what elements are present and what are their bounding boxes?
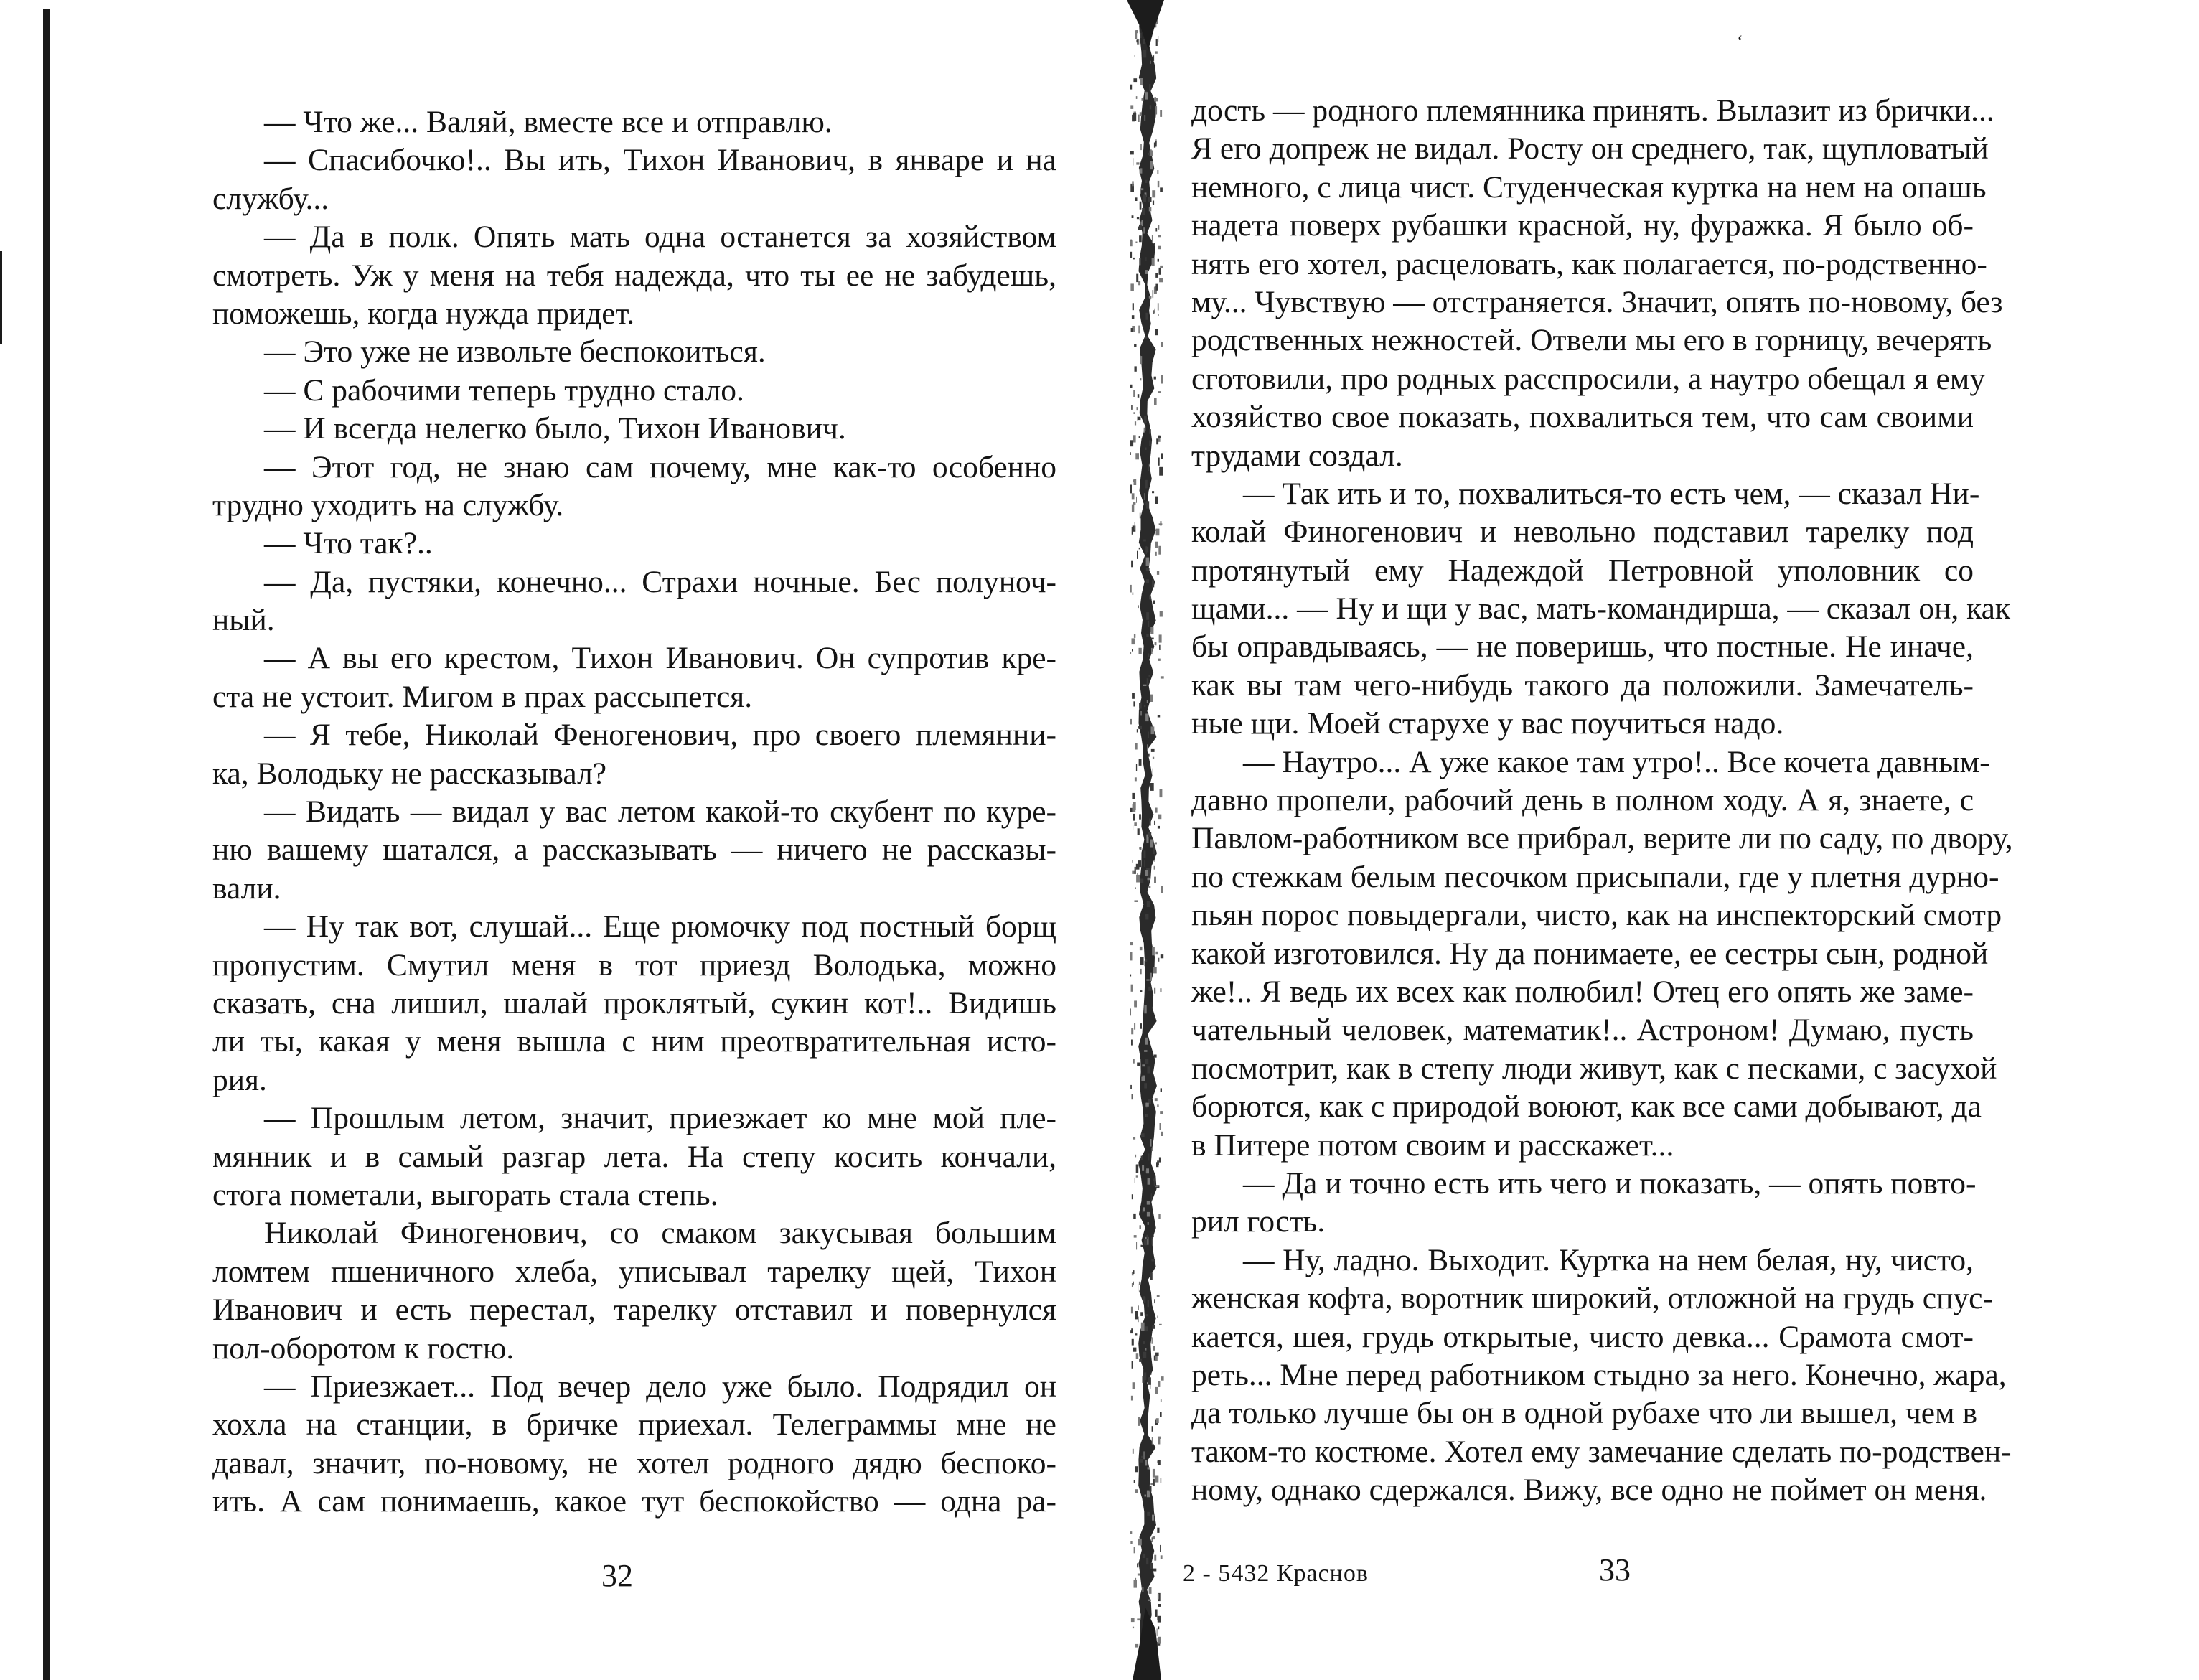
text-line: — Да, пустяки, конечно... Страхи ночные. Бес полуноч- — [264, 564, 1056, 599]
print-speck-icon: ‘ — [1737, 32, 1743, 52]
text-line: немного, с лица чист. Студенческая куртка на нем на опашь — [1191, 169, 1987, 205]
text-line: сготовили, про родных расспросили, а наутро обещал я ему — [1191, 361, 1986, 396]
text-line: в Питере потом своим и расскажет... — [1191, 1127, 1674, 1163]
text-line: реть... Мне перед работником стыдно за него. Конечно, жара, — [1191, 1357, 2007, 1392]
text-line: — Да и точно есть ить чего и показать, — опять повто- — [1243, 1165, 1977, 1201]
text-line: родственных нежностей. Отвели мы его в горницу, вечерять — [1191, 323, 1992, 358]
text-line: ломтем пшеничного хлеба, уписывал тарелку щей, Тихон — [212, 1254, 1056, 1289]
text-line: — Это уже не извольте беспокоиться. — [264, 334, 766, 370]
text-line: ные щи. Моей старухе у вас поучиться надо. — [1191, 706, 1784, 741]
text-line: ли ты, какая у меня вышла с ним преотвратительная исто- — [212, 1024, 1056, 1059]
text-line: — С рабочими теперь трудно стало. — [264, 372, 744, 408]
text-line: ному, однако сдержался. Вижу, все одно не поймет он меня. — [1191, 1473, 1987, 1508]
text-line: му... Чувствую — отстраняется. Значит, опять по-новому, без — [1191, 284, 2003, 319]
text-line: сказать, сна лишил, шалай проклятый, сукин кот!.. Видишь — [212, 985, 1056, 1020]
text-line: ню вашему шатался, а рассказывать — ничего не рассказы- — [212, 832, 1056, 868]
text-line: ста не устоит. Мигом в прах рассыпется. — [212, 679, 753, 714]
text-line: пропустим. Смутил меня в тот приезд Володька, можно — [212, 947, 1056, 982]
text-line: пол-оборотом к гостю. — [212, 1331, 515, 1366]
text-line: ный. — [212, 603, 275, 638]
text-line: Павлом-работником все прибрал, верите ли по саду, по двору, — [1191, 821, 2013, 856]
right-page — [1120, 0, 2199, 1680]
text-line: Я его допреж не видал. Росту он среднего, так, щупловатый — [1191, 131, 1989, 166]
printer-signature: 2 - 5432 Краснов — [1183, 1560, 1369, 1587]
text-line: — Ну, ладно. Выходит. Куртка на нем белая, ну, чисто, — [1243, 1242, 1974, 1277]
text-line: — Так ить и то, похвалиться-то есть чем, — сказал Ни- — [1243, 476, 1980, 511]
text-line: да только лучше бы он в одной рубахе что ли вышел, чем в — [1191, 1396, 1977, 1431]
left-page-text — [212, 103, 1056, 1521]
text-line: — Этот год, не знаю сам почему, мне как-то особенно — [264, 449, 1056, 484]
text-line: ка, Володьку не рассказывал? — [212, 756, 607, 791]
text-line: протянутый ему Надеждой Петровной уполовник со — [1191, 553, 1974, 588]
text-line: — Прошлым летом, значит, приезжает ко мне мой пле- — [264, 1101, 1056, 1136]
text-line: Иванович и есть перестал, тарелку отставил и повернулся — [212, 1292, 1056, 1328]
text-line: службу... — [212, 181, 329, 216]
text-line: смотреть. Уж у меня на тебя надежда, что ты ее не забудешь, — [212, 258, 1056, 293]
text-line: нять его хотел, расцеловать, как полагается, по-родственно- — [1191, 246, 1987, 281]
text-line: Николай Финогенович, со смаком закусывая большим — [264, 1216, 1056, 1251]
text-line: — Спасибочко!.. Вы ить, Тихон Иванович, в январе и на — [264, 143, 1056, 178]
text-line: — Видать — видал у вас летом какой-то скубент по куре- — [264, 794, 1056, 830]
text-line: поможешь, когда нужда придет. — [212, 296, 635, 331]
text-line: надета поверх рубашки красной, ну, фуражка. Я было об- — [1191, 208, 1974, 243]
text-line: бы оправдываясь, — не поверишь, что постные. Не иначе, — [1191, 629, 1974, 665]
text-line: борются, как с природой воюют, как все сами добывают, да — [1191, 1089, 1982, 1125]
text-line: хозяйство свое показать, похвалиться тем, что сам своими — [1191, 400, 1974, 435]
text-line: — Что же... Валяй, вместе все и отправлю. — [264, 105, 833, 139]
text-line: чательный человек, математик!.. Астроном! Думаю, пусть — [1191, 1013, 1974, 1048]
text-line: — И всегда нелегко было, Тихон Иванович. — [264, 411, 846, 446]
text-line: трудно уходить на службу. — [212, 487, 564, 522]
text-line: женская кофта, воротник широкий, отложной на грудь спус- — [1191, 1281, 1993, 1316]
text-line: — А вы его крестом, Тихон Иванович. Он супротив кре- — [264, 641, 1056, 676]
text-line: по стежкам белым песочком присыпали, где у плетня дурно- — [1191, 859, 1999, 894]
text-line: — Приезжает... Под вечер дело уже было. Подрядил он — [264, 1369, 1056, 1404]
text-line: — Да в полк. Опять мать одна останется за хозяйством — [264, 220, 1056, 255]
text-line: таком-то костюме. Хотел ему замечание сделать по-родствен- — [1191, 1434, 2012, 1469]
right-page-text — [1191, 92, 2013, 1509]
text-line: пьян порос повыдергали, чисто, как на инспекторский смотр — [1191, 898, 2002, 933]
text-line: давал, значит, по-новому, не хотел родного дядю беспоко- — [212, 1445, 1056, 1480]
text-line: дость — родного племянника принять. Вылазит из брички... — [1191, 93, 1994, 128]
text-line: — Ну так вот, слушай... Еще рюмочку под постный борщ — [264, 909, 1056, 944]
text-line: рил гость. — [1191, 1204, 1326, 1239]
text-line: мянник и в самый разгар лета. На степу косить кончали, — [212, 1139, 1056, 1174]
text-line: рия. — [212, 1062, 267, 1097]
page-number-right: 33 — [1599, 1552, 1631, 1587]
text-line: трудами создал. — [1191, 438, 1403, 473]
text-line: колай Финогенович и невольно подставил тарелку под — [1191, 515, 1974, 550]
text-line: какой изготовился. Ну да понимаете, ее сестры сын, родной — [1191, 936, 1989, 971]
page-number-left: 32 — [601, 1558, 633, 1593]
text-line: давно пропели, рабочий день в полном ходу. А я, знаете, с — [1191, 783, 1974, 818]
text-line: вали. — [212, 870, 281, 906]
text-line: посмотрит, как в степу люди живут, как с песками, с засухой — [1191, 1051, 1997, 1086]
text-line: — Наутро... А уже какое там утро!.. Все кочета давным- — [1243, 744, 1990, 779]
text-line: как вы там чего-нибудь такого да положили. Замечатель- — [1191, 667, 1974, 703]
text-line: — Я тебе, Николай Феногенович, про своего племянни- — [264, 718, 1056, 753]
text-line: стога пометали, выгорать стала степь. — [212, 1177, 718, 1212]
text-line: щами... — Ну и щи у вас, мать-командирша, — сказал он, как — [1191, 591, 2011, 627]
page-edge-shadow — [43, 9, 50, 1680]
text-line: ить. А сам понимаешь, какое тут беспокойство — одна ра- — [212, 1484, 1056, 1519]
text-line: хохла на станции, в бричке приехал. Телеграммы мне не — [212, 1407, 1056, 1442]
text-line: — Что так?.. — [264, 526, 433, 561]
page-edge-mark — [0, 251, 2, 344]
text-line: же!.. Я ведь их всех как полюбил! Отец его опять же заме- — [1191, 974, 1974, 1009]
text-line: кается, шея, грудь открытые, чисто девка... Срамота смот- — [1191, 1319, 1974, 1354]
